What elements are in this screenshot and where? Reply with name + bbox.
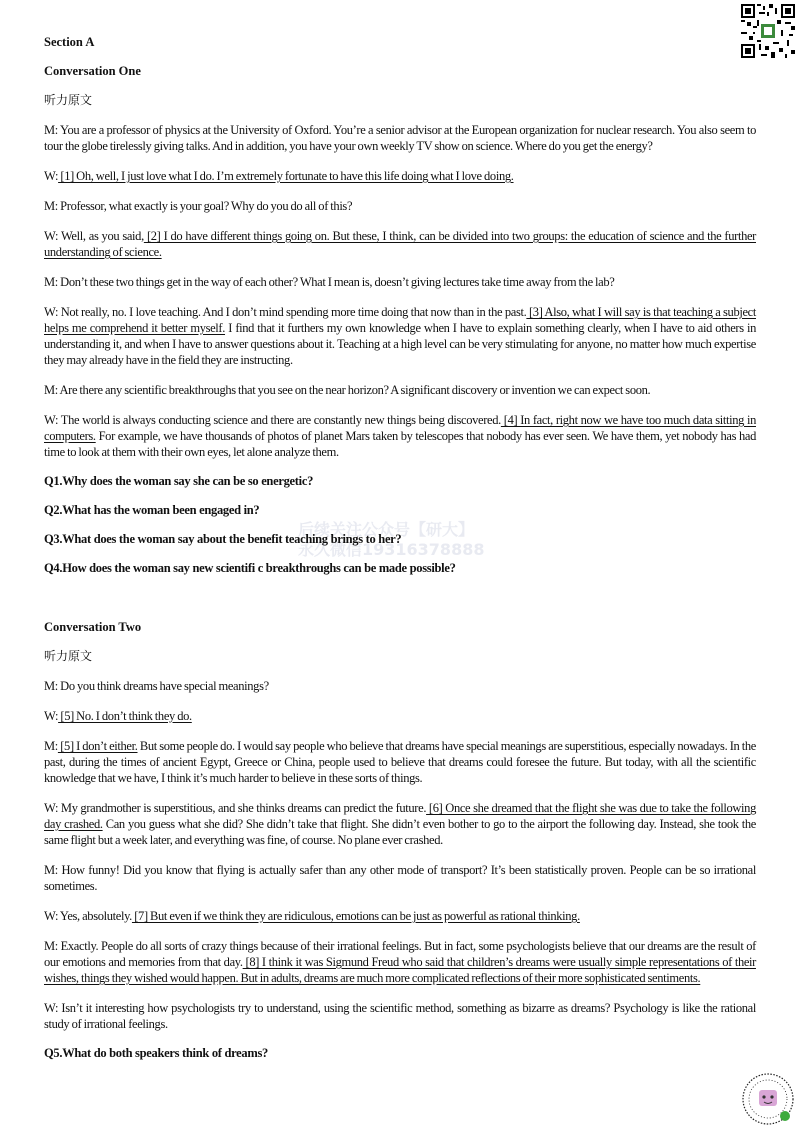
paragraph: W: Yes, absolutely. [7] But even if we think they are ridiculous, emotions can be just as powerful as rational thinking. (44, 909, 580, 923)
paragraph: M: How funny! Did you know that flying is actually safer than any other mode of transport? It’s been statistically proven. People can be so irrational sometimes. (44, 863, 756, 893)
conversation-two-heading: Conversation Two (44, 620, 142, 634)
conversation-one-heading: Conversation One (44, 64, 141, 78)
question: Q4.How does the woman say new scientifi c breakthroughs can be made possible? (44, 561, 456, 575)
question: Q1.Why does the woman say she can be so energetic? (44, 474, 314, 488)
paragraph: M: Don’t these two things get in the way of each other? What I mean is, doesn’t giving lectures take time away from the lab? (44, 275, 615, 289)
question: Q3.What does the woman say about the benefit teaching brings to her? (44, 532, 402, 546)
paragraph: M: Professor, what exactly is your goal? Why do you do all of this? (44, 199, 353, 213)
paragraph: W: Isn’t it interesting how psychologists try to understand, using the scientific method, something as bizarre as dreams? Psychology is like the rational study of irrational feelings. (44, 1001, 756, 1031)
paragraph: W: [1] Oh, well, I just love what I do. I’m extremely fortunate to have this life doing what I love doing. (44, 169, 514, 183)
watermark-line2: 永久微信19316378888 (298, 540, 485, 559)
document-page (44, 34, 756, 1061)
paragraph: W: [5] No. I don’t think they do. (44, 709, 192, 723)
paragraph: M: [5] I don’t either. But some people do. I would say people who believe that dreams have special meanings are superstitious, especially nowadays. In the past, during the times of ancient Egypt, Greece or China, people used to believe that dreams could foresee the future. But today, with all the scientific knowledge that we have, I think it’s much harder to believe in these sorts of things. (44, 739, 756, 785)
paragraph: W: Not really, no. I love teaching. And I don’t mind spending more time doing that now than in the past. [3] Also, what I will say is that teaching a subject helps me comprehend it better myself. I find that it furthers my own knowledge when I have to explain something clearly, when I have to aid others in understanding it, and when I have to answer questions about it. Teaching at a high level can be very stimulating for anyone, no matter how much expertise they may already have in the field they are instructing. (44, 305, 756, 367)
paragraph: M: Are there any scientific breakthroughs that you see on the near horizon? A significant discovery or invention we can expect soon. (44, 383, 651, 397)
paragraph: M: Exactly. People do all sorts of crazy things because of their irrational feelings. But in fact, some psychologists believe that our dreams are the result of our emotions and memories from that day. [8] I think it was Sigmund Freud who said that children’s dreams were usually simple representations of their wishes, things they wished would happen. But in adults, dreams are much more complicated reflections of their more sophisticated sentiments. (44, 939, 756, 985)
question: Q5.What do both speakers think of dreams? (44, 1046, 268, 1060)
paragraph: M: Do you think dreams have special meanings? (44, 679, 269, 693)
watermark-line1: 后续关注公众号【研大】 (298, 520, 475, 539)
question: Q2.What has the woman been engaged in? (44, 503, 260, 517)
paragraph: W: Well, as you said, [2] I do have different things going on. But these, I think, can be divided into two groups: the education of science and the further understanding of science. (44, 229, 756, 259)
paragraph: M: You are a professor of physics at the University of Oxford. You’re a senior advisor at the European organization for nuclear research. You also seem to tour the globe tirelessly giving talks. And in addition, you have your own weekly TV show on science. Where do you get the energy? (44, 123, 756, 153)
paragraph: W: My grandmother is superstitious, and she thinks dreams can predict the future. [6] Once she dreamed that the flight she was due to take the following day crashed. Can you guess what she did? She didn’t take that flight. She didn’t even bother to go to the airport the following day. Instead, she took the same flight but a week later, and everything was fine, of course. No plane ever crashed. (44, 801, 756, 847)
paragraph: W: The world is always conducting science and there are constantly new things being discovered. [4] In fact, right now we have too much data sitting in computers. For example, we have thousands of photos of planet Mars taken by telescopes that nobody has ever seen. We have them, yet nobody has had time to look at them with their own eyes, let alone analyze them. (44, 413, 756, 459)
transcript-label: 听力原文 (44, 93, 93, 107)
logo-seal-icon (741, 1072, 795, 1126)
transcript-label: 听力原文 (44, 649, 93, 663)
section-title: Section A (44, 35, 95, 49)
